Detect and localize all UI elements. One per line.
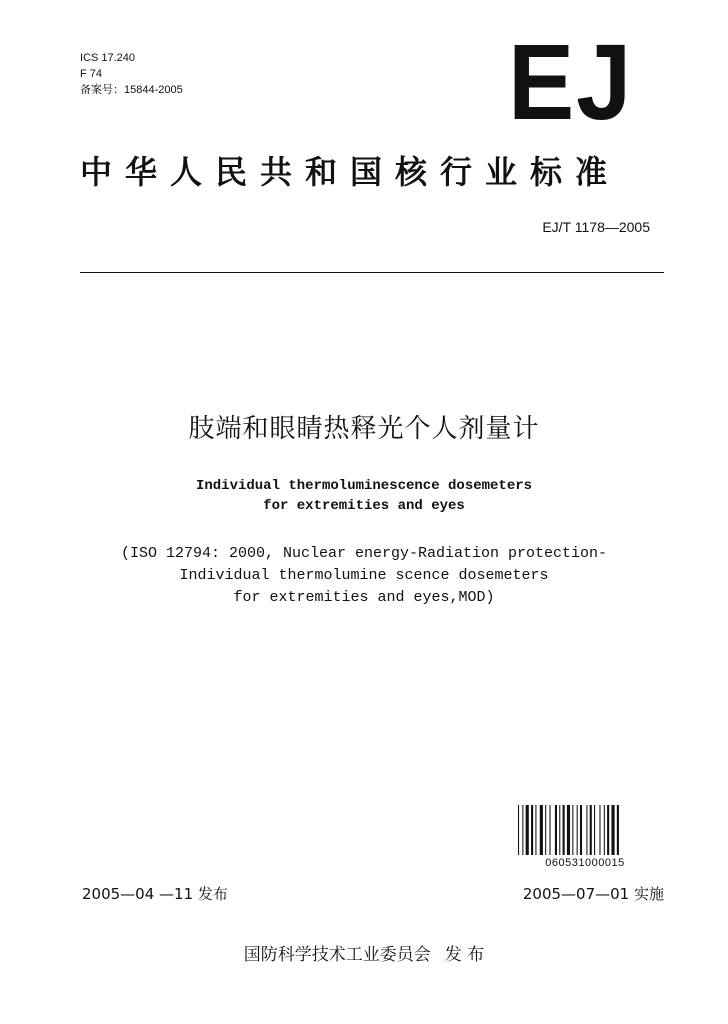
barcode-bar [567, 805, 570, 855]
barcode-bar [531, 805, 533, 855]
iso-reference-line-3: for extremities and eyes,MOD) [233, 589, 495, 606]
record-number: 备案号：15844-2005 [80, 84, 183, 96]
barcode-bar [526, 805, 529, 855]
header-metadata [80, 50, 183, 98]
publisher [0, 940, 728, 965]
barcode-bar [607, 805, 609, 855]
barcode-bar [522, 805, 523, 855]
barcode-bar [599, 805, 600, 855]
publisher-name: 国防科学技术工业委员会 [243, 945, 431, 965]
document-title-english [0, 476, 728, 516]
barcode-number: 060531000015 [545, 857, 625, 869]
barcode-bar [555, 805, 557, 855]
implementation-date: 2005—07—01 实施 [522, 885, 664, 903]
barcode-bar [586, 805, 587, 855]
barcode-bar [559, 805, 560, 855]
barcode-bar [540, 805, 543, 855]
barcode-bar [617, 805, 619, 855]
barcode-bar [545, 805, 546, 855]
barcode-bar [580, 805, 582, 855]
barcode-bar [604, 805, 605, 855]
english-title-line-2: for extremities and eyes [263, 498, 465, 514]
iso-reference-line-1: (ISO 12794: 2000, Nuclear energy-Radiation protection- [120, 545, 608, 562]
barcode-bar [518, 805, 519, 855]
iso-reference-line-2: Individual thermolumine scence dosemeters [179, 567, 549, 584]
ej-logo: EJ [508, 21, 634, 142]
issue-date: 2005—04 —11 发布 [82, 885, 228, 903]
barcode-bar [611, 805, 614, 855]
document-title-chinese: 肢端和眼睛热释光个人剂量计 [188, 414, 540, 444]
standard-category-title: 中华人民共和国核行业标准 [80, 153, 621, 191]
english-title-line-1: Individual thermoluminescence dosemeters [195, 478, 533, 494]
barcode-bar [590, 805, 592, 855]
barcode [518, 805, 652, 855]
publisher-action: 发 布 [444, 945, 485, 965]
barcode-bar [572, 805, 573, 855]
barcode-bar [550, 805, 551, 855]
ics-code: ICS 17.240 [80, 52, 136, 64]
barcode-bar [563, 805, 565, 855]
iso-reference [0, 543, 728, 609]
barcode-bar [535, 805, 536, 855]
barcode-bar [594, 805, 595, 855]
header-divider [80, 272, 664, 273]
barcode-bar [577, 805, 578, 855]
classification-code: F 74 [80, 68, 103, 80]
standard-number: EJ/T 1178—2005 [542, 219, 650, 235]
